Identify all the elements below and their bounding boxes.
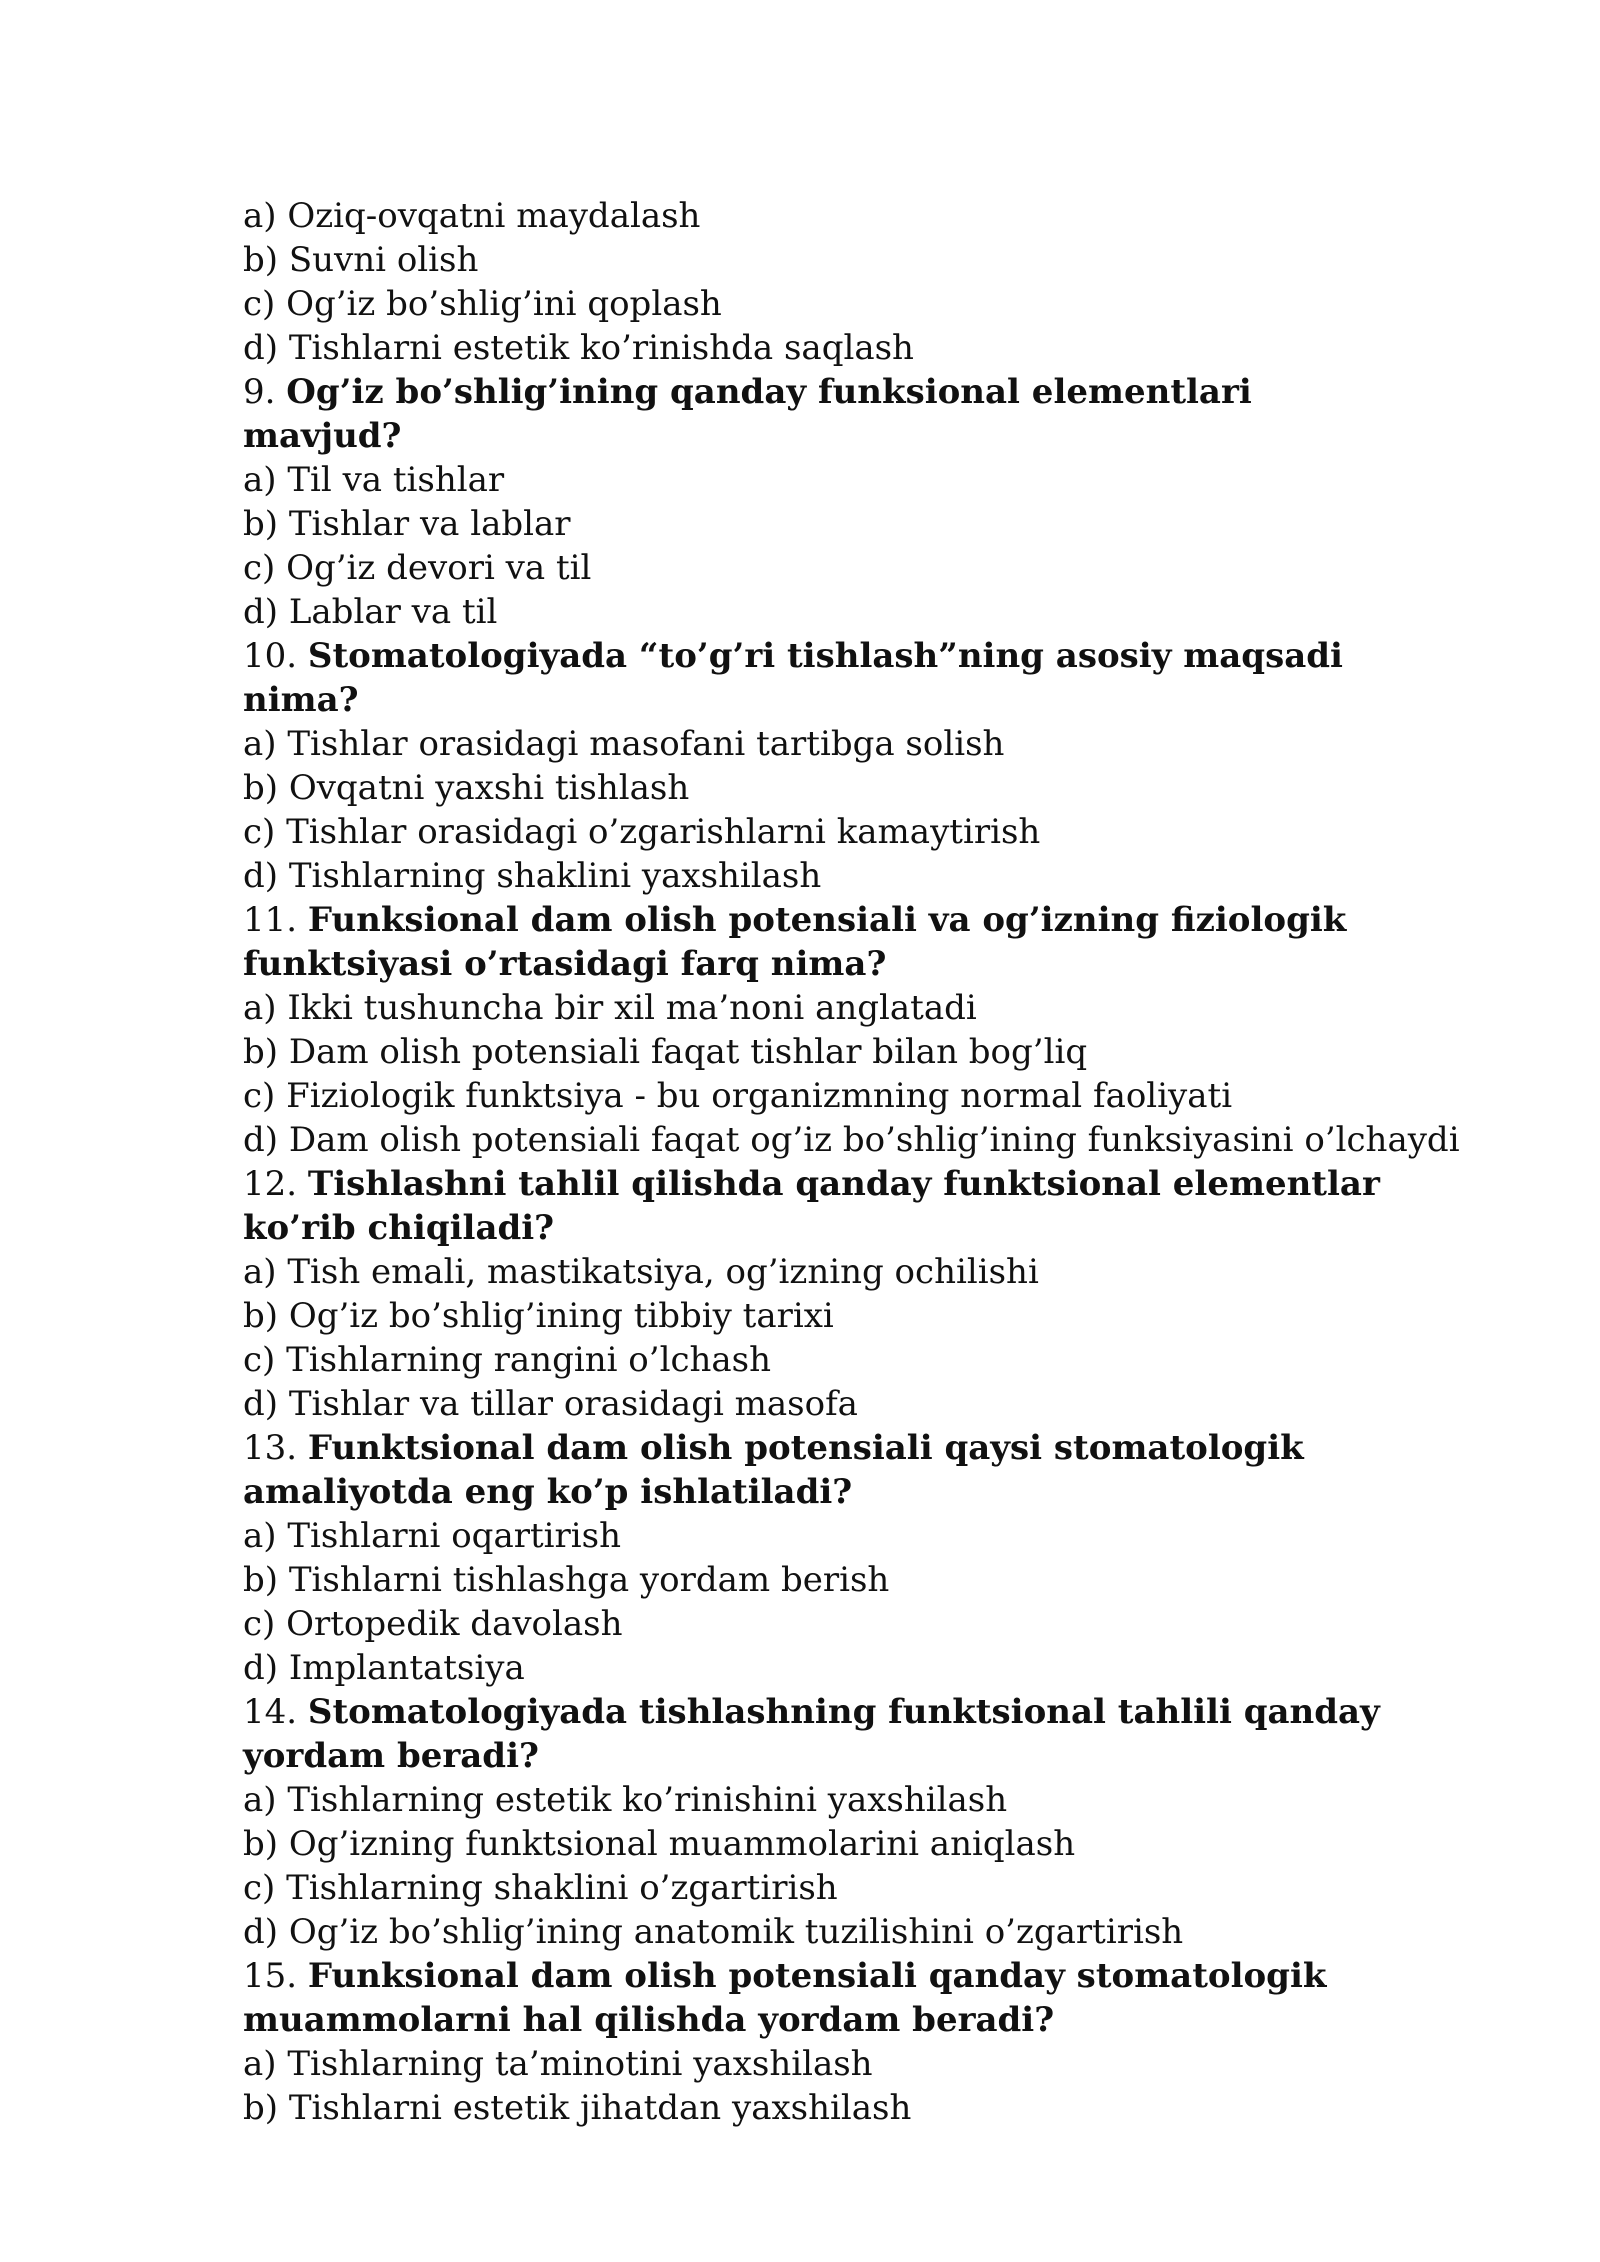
question-13: [243, 1426, 1383, 1690]
option: a) Tishlarning estetik ko’rinishini yaxshilash: [243, 1780, 1008, 1820]
question-12: [243, 1162, 1383, 1426]
question-number: 10.: [243, 636, 298, 676]
question-heading: [243, 1426, 1383, 1514]
question-number: 13.: [243, 1428, 298, 1468]
option: d) Tishlar va tillar orasidagi masofa: [243, 1384, 858, 1424]
question-text: Tishlashni tahlil qilishda qanday funktsional elementlar ko’rib chiqiladi?: [243, 1164, 1380, 1248]
question-text: Funksional dam olish potensiali va og’izning fiziologik funktsiyasi o’rtasidagi farq nima?: [243, 900, 1347, 984]
option: b) Tishlar va lablar: [243, 504, 571, 544]
option: c) Tishlar orasidagi o’zgarishlarni kamaytirish: [243, 812, 1041, 852]
option: c) Ortopedik davolash: [243, 1604, 623, 1644]
question-heading: [243, 898, 1383, 986]
question-text: Stomatologiyada “to’g’ri tishlash”ning asosiy maqsadi nima?: [243, 636, 1343, 720]
question-14: [243, 1690, 1383, 1954]
question-text: Stomatologiyada tishlashning funktsional tahlili qanday yordam beradi?: [243, 1692, 1380, 1776]
option: d) Tishlarning shaklini yaxshilash: [243, 856, 822, 896]
option: d) Lablar va til: [243, 592, 498, 632]
question-number: 9.: [243, 372, 276, 412]
option: c) Og’iz bo’shlig’ini qoplash: [243, 284, 722, 324]
option: c) Tishlarning rangini o’lchash: [243, 1340, 771, 1380]
option: b) Suvni olish: [243, 240, 479, 280]
question-heading: [243, 370, 1383, 458]
option: d) Tishlarni estetik ko’rinishda saqlash: [243, 328, 914, 368]
question-11: [243, 898, 1460, 1162]
question-number: 15.: [243, 1956, 298, 1996]
option: a) Oziq-ovqatni maydalash: [243, 196, 701, 236]
question-text: Og’iz bo’shlig’ining qanday funksional elementlari mavjud?: [243, 372, 1252, 456]
question-number: 11.: [243, 900, 298, 940]
option: a) Tish emali, mastikatsiya, og’izning ochilishi: [243, 1252, 1039, 1292]
option: d) Implantatsiya: [243, 1648, 525, 1688]
question-15: [243, 1954, 1383, 2130]
option: b) Ovqatni yaxshi tishlash: [243, 768, 690, 808]
option: d) Og’iz bo’shlig’ining anatomik tuzilishini o’zgartirish: [243, 1912, 1184, 1952]
question-number: 12.: [243, 1164, 298, 1204]
option: a) Tishlarni oqartirish: [243, 1516, 621, 1556]
question-heading: [243, 1954, 1383, 2042]
option: a) Til va tishlar: [243, 460, 505, 500]
question-heading: [243, 1690, 1383, 1778]
option: a) Tishlarning ta’minotini yaxshilash: [243, 2044, 873, 2084]
option: b) Og’izning funktsional muammolarini aniqlash: [243, 1824, 1076, 1864]
option: c) Tishlarning shaklini o’zgartirish: [243, 1868, 838, 1908]
question-heading: [243, 1162, 1383, 1250]
option: b) Dam olish potensiali faqat tishlar bilan bog’liq: [243, 1032, 1088, 1072]
option: c) Og’iz devori va til: [243, 548, 592, 588]
question-number: 14.: [243, 1692, 298, 1732]
intro-options: [243, 194, 1383, 370]
option: a) Ikki tushuncha bir xil ma’noni anglatadi: [243, 988, 977, 1028]
option: b) Tishlarni tishlashga yordam berish: [243, 1560, 890, 1600]
document-page: [243, 194, 1460, 2130]
option: c) Fiziologik funktsiya - bu organizmning normal faoliyati: [243, 1076, 1233, 1116]
option: b) Og’iz bo’shlig’ining tibbiy tarixi: [243, 1296, 834, 1336]
option: a) Tishlar orasidagi masofani tartibga solish: [243, 724, 1005, 764]
question-10: [243, 634, 1383, 898]
option: b) Tishlarni estetik jihatdan yaxshilash: [243, 2088, 912, 2128]
question-heading: [243, 634, 1383, 722]
option: d) Dam olish potensiali faqat og’iz bo’shlig’ining funksiyasini o’lchaydi: [243, 1120, 1460, 1160]
question-9: [243, 370, 1383, 634]
question-text: Funksional dam olish potensiali qanday stomatologik muammolarni hal qilishda yordam beradi?: [243, 1956, 1327, 2040]
question-text: Funktsional dam olish potensiali qaysi stomatologik amaliyotda eng ko’p ishlatiladi?: [243, 1428, 1304, 1512]
